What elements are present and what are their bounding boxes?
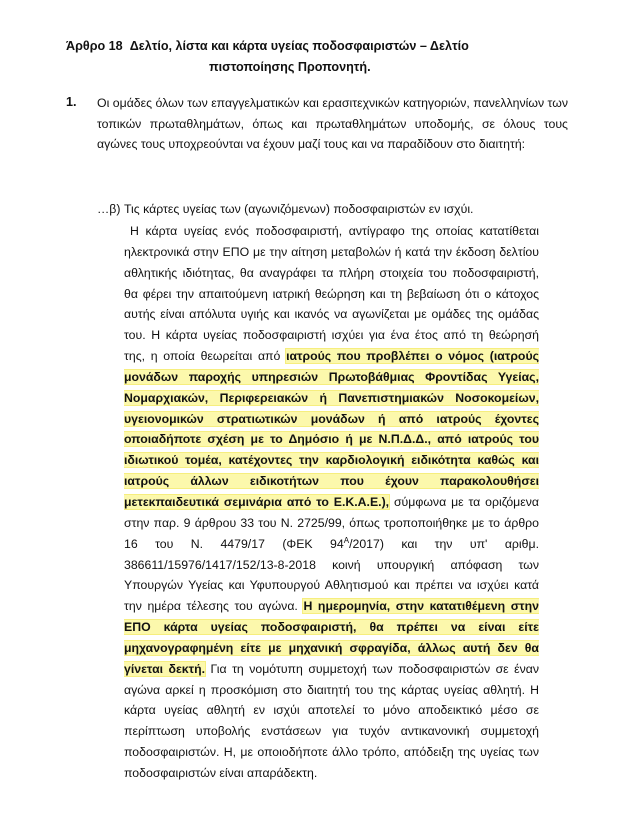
paragraph-text-4: Για τη νομότυπη συμμετοχή των ποδοσφαιριστών σε έναν αγώνα αρκεί η προσκόμιση στο διαιτητή του της κάρτας υγείας αθλητή. Η κάρτα υγείας αθλητή εν ισχύι αποτελεί το μόνο αποδεικτικό μέσο σε περίπτωση υποβολής ενστάσεων για τυχόν αντικανονική συμμετοχή ποδοσφαιριστών. Η, με οποιοδήποτε άλλο τρόπο, απόδειξη της υγείας των ποδοσφαιριστών είναι απαράδεκτη. <box>124 661 539 780</box>
paragraph-text-2: σύμφωνα με τα οριζόμενα στην παρ. 9 άρθρου 33 του Ν. 2725/99, όπως τροποποιήθηκε με το άρθρο 16 του Ν. 4479/17 (ΦΕΚ 94 <box>124 494 539 551</box>
section-number: 1. <box>66 95 77 109</box>
section-intro: Οι ομάδες όλων των επαγγελματικών και ερασιτεχνικών κατηγοριών, πανελληνίων των τοπικών πρωταθλημάτων, όπως και πρωταθλημάτων υποδομής, σε όλους τους αγώνες τους υποχρεούνται να έχουν μαζί τους και να παραδίδουν στο διαιτητή: <box>97 96 568 151</box>
article-title-line1: Δελτίο, λίστα και κάρτα υγείας ποδοσφαιριστών – Δελτίο <box>129 39 469 53</box>
highlight-date-requirement: Η ημερομηνία, στην κατατιθέμενη στην ΕΠΟ κάρτα υγείας ποδοσφαιριστή, θα πρέπει να είναι είτε μηχανογραφημένη είτε με μηχανική σφραγίδα, άλλως αυτή δεν θα γίνεται δεκτή. <box>124 599 540 676</box>
item-beta-text: Τις κάρτες υγείας των (αγωνιζόμενων) ποδοσφαιριστών εν ισχύι. <box>124 202 474 216</box>
article-number: Άρθρο 18 <box>66 39 123 53</box>
paragraph-text-1: Η κάρτα υγείας ενός ποδοσφαιριστή, αντίγραφο της οποίας κατατίθεται ηλεκτρονικά στην ΕΠΟ με την αίτηση μεταβολών ή κατά την έκδοση δελτίου αθλητικής ιδιότητας, θα αναγράφει τα πλήρη στοιχεία του ποδοσφαιριστή, θα φέρει την απαιτούμενη ιατρική θεώρηση και τη βεβαίωση ότι ο κάτοχος αυτής είναι απόλυτα υγιής και ικανός να αγωνίζεται με ομάδες της ομάδας του. Η κάρτα υγείας ποδοσφαιριστή ισχύει για ένα έτος από τη θεώρησή της, η οποία θεωρείται από <box>124 224 539 364</box>
superscript-a: Α <box>343 535 350 545</box>
article-title <box>66 36 571 78</box>
health-card-paragraph <box>124 221 539 784</box>
highlight-authorized-doctors: ιατρούς που προβλέπει ο νόμος (ιατρούς μονάδων παροχής υπηρεσιών Πρωτοβάθμιας Φροντίδας Υγείας, Νομαρχιακών, Περιφερειακών ή Πανεπιστημιακών Νοσοκομείων, υγειονομικών στρατιωτικών μονάδων ή από ιατρούς έχοντες οποιαδήποτε σχέση με το Δημόσιο ή με Ν.Π.Δ.Δ., από ιατρούς του ιδιωτικού τομέα, κατέχοντες την καρδιολογική ειδικότητα καθώς και ιατρούς άλλων ειδικοτήτων που έχουν παρακολουθήσει μετεκπαιδευτικά σεμινάρια από το Ε.Κ.Α.Ε.), <box>124 349 539 509</box>
article-title-line2: πιστοποίησης Προπονητή. <box>209 60 371 74</box>
item-beta-label: …β) <box>97 202 121 216</box>
paragraph-text-3: /2017) και την υπ' αριθμ. 386611/15976/1417/152/13-8-2018 κοινή υπουργική απόφαση των Υπουργών Υγείας και Υφυπουργού Αθλητισμού και πρέπει να ισχύει κατά την ημέρα τέλεσης του αγώνα. <box>124 536 539 614</box>
